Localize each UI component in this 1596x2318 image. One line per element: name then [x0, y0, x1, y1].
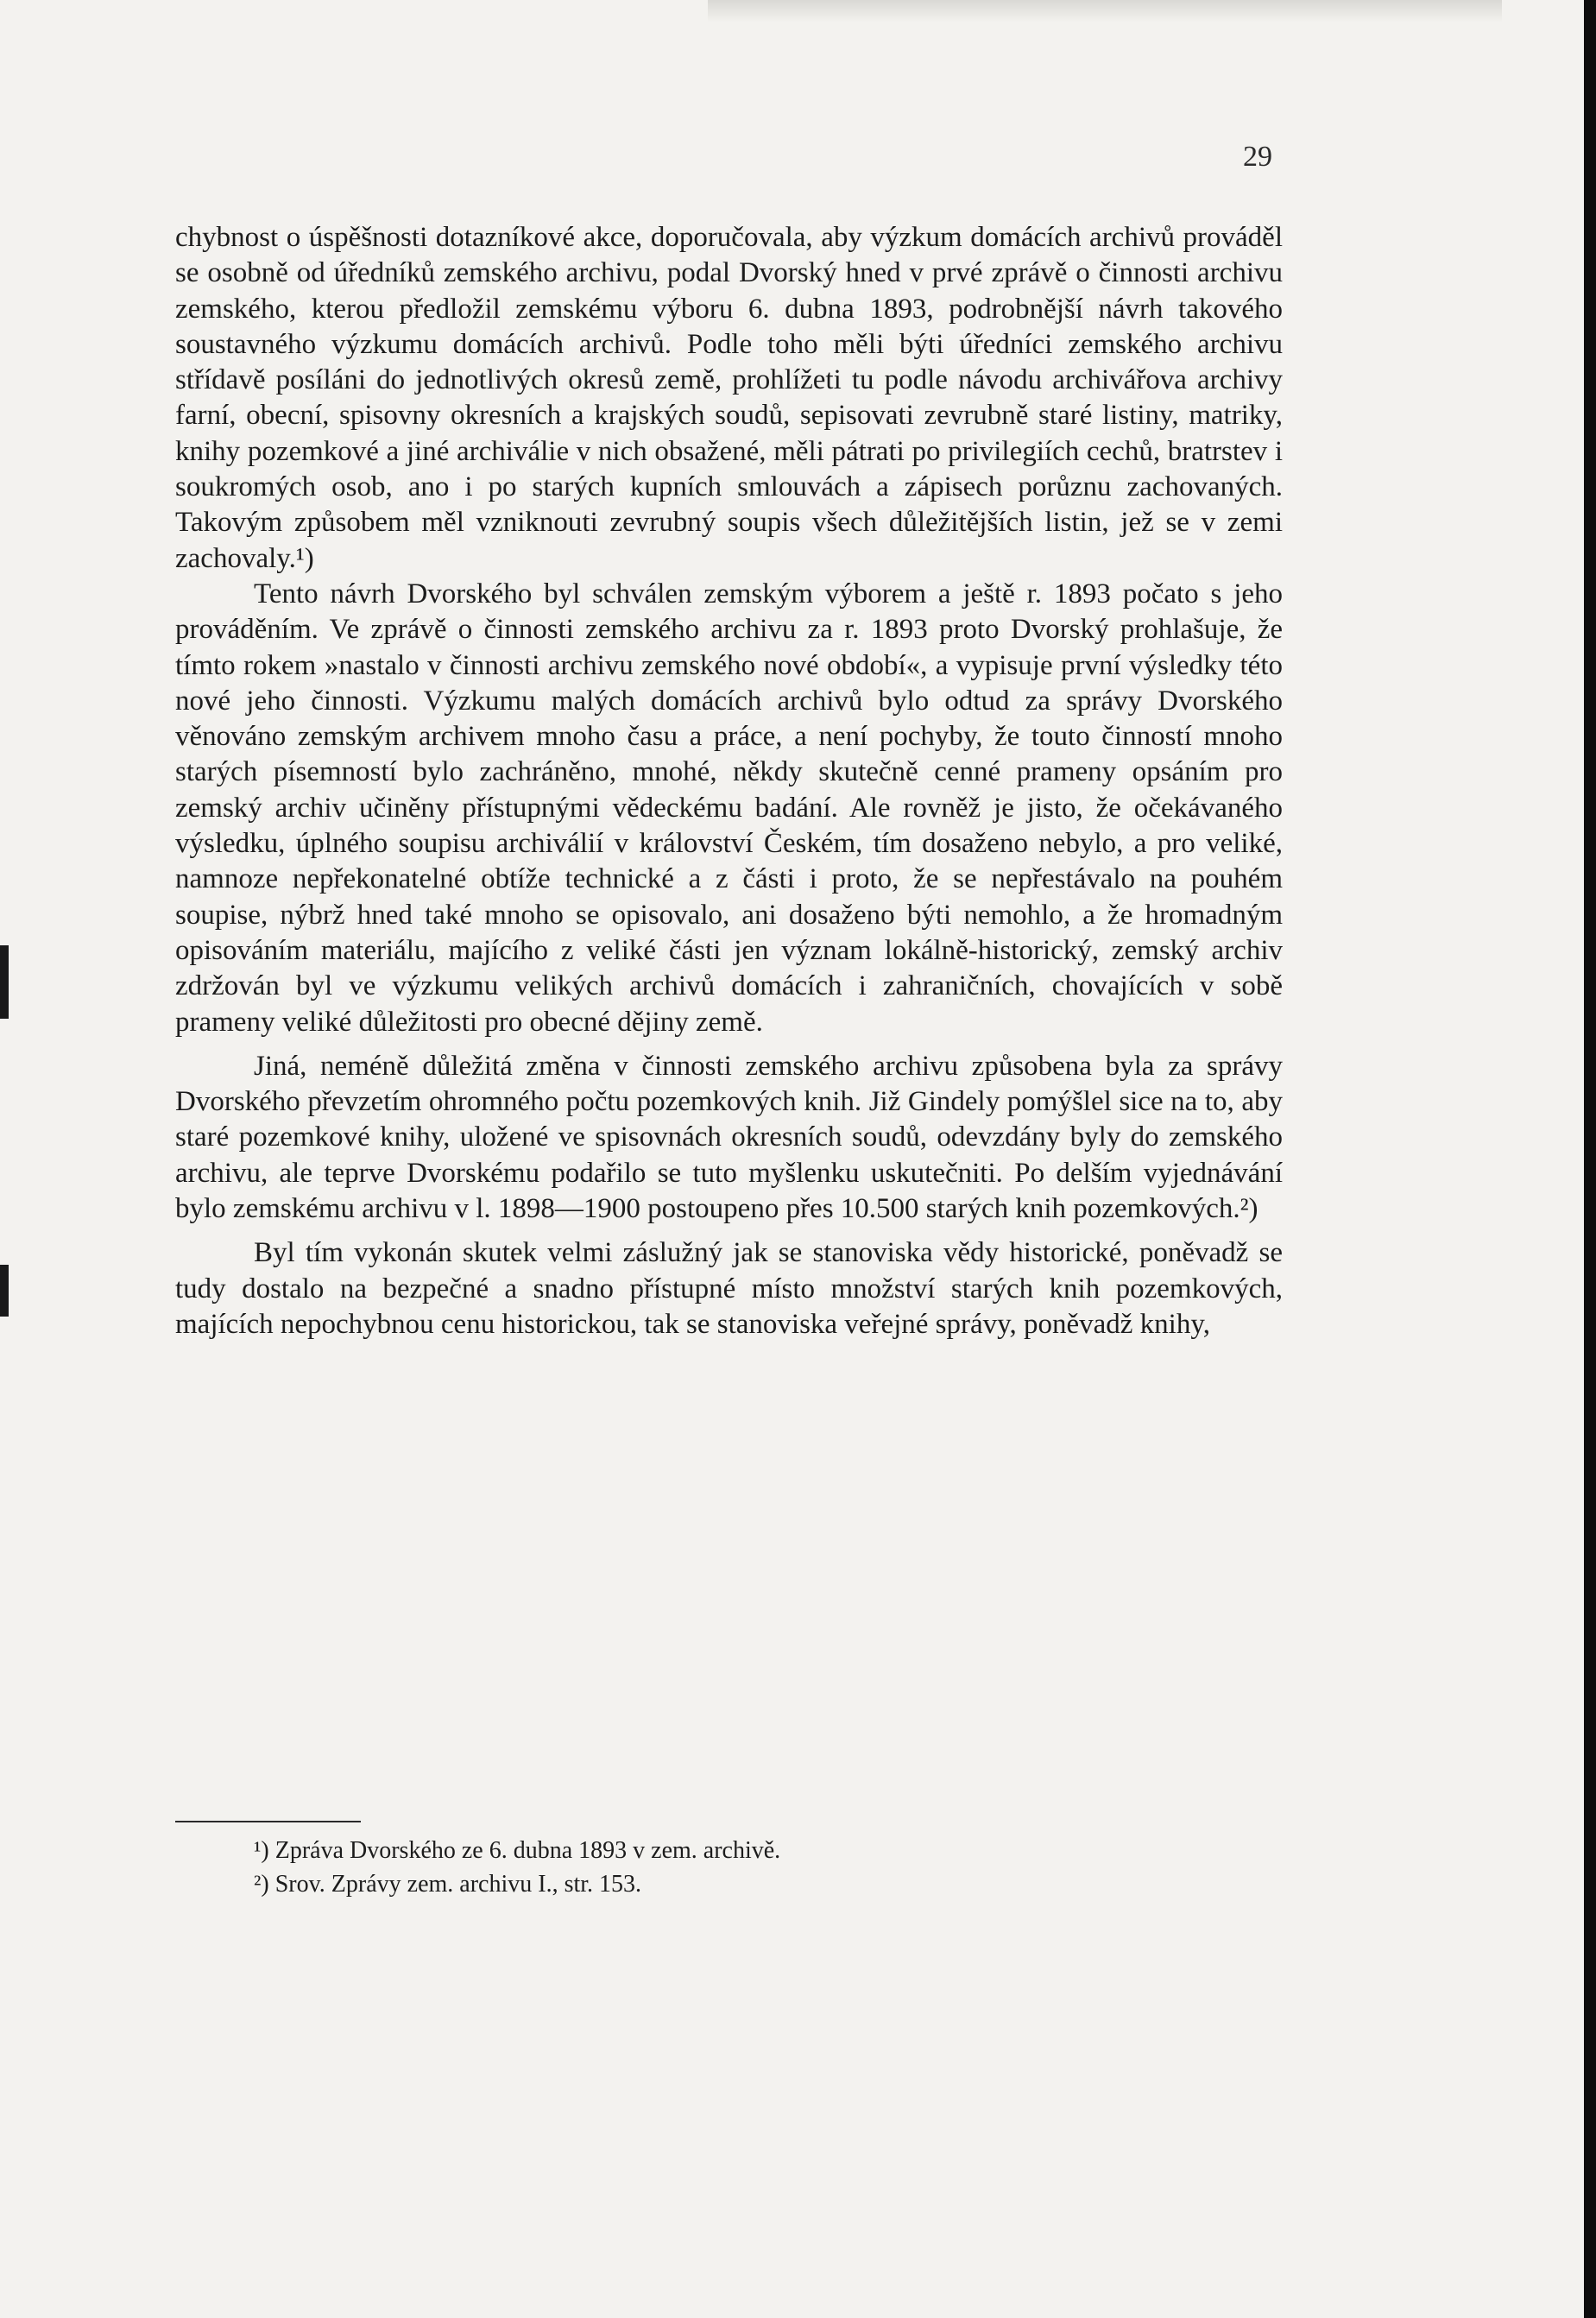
- footnotes: [254, 1834, 1203, 1901]
- footnote: ²) Srov. Zprávy zem. archivu I., str. 153.: [254, 1871, 642, 1898]
- page-number: 29: [1243, 141, 1272, 173]
- footnote-rule: [175, 1821, 361, 1822]
- paragraph: Byl tím vykonán skutek velmi záslužný jak se stanoviska vědy historické, poněvadž se tudy dostalo na bezpečné a snadno přístupné místo množství starých knih pozemkových, majících nepochybnou cenu historickou, tak se stanoviska veřejné správy, poněvadž knihy,: [175, 1237, 1283, 1340]
- paragraph: Tento návrh Dvorského byl schválen zemským výborem a ještě r. 1893 počato s jeho prováděním. Ve zprávě o činnosti zemského archivu za r. 1893 proto Dvorský prohlašuje, že tímto rokem »nastalo v činnosti archivu zemského nové období«, a vypisuje první výsledky této nové jeho činnosti. Výzkumu malých domácích archivů bylo odtud za správy Dvorského věnováno zemským archivem mnoho času a práce, a není pochyby, že touto činností mnoho starých písemností bylo zachráněno, mnohé, někdy skutečně cenné prameny opsáním pro zemský archiv učiněny přístupnými vědeckému badání. Ale rovněž je jisto, že očekávaného výsledku, úplného soupisu archiválií v království Českém, tím dosaženo nebylo, a pro veliké, namnoze nepřekonatelné obtíže technické a z části i proto, že se nepřestávalo na pouhém soupise, nýbrž hned také mnoho se opisovalo, ani dosaženo býti nemohlo, a že hromadným opisováním materiálu, majícího z veliké části jen význam lokálně-historický, zemský archiv zdržován byl ve výzkumu velikých archivů domácích i zahraničních, chovajících v sobě prameny veliké důležitosti pro obecné dějiny země.: [175, 578, 1283, 1038]
- footnote: ¹) Zpráva Dvorského ze 6. dubna 1893 v zem. archivě.: [254, 1837, 781, 1864]
- binding-mark: [0, 1265, 9, 1317]
- body-text: [175, 220, 1283, 1342]
- binding-mark: [0, 945, 9, 1019]
- paragraph: Jiná, neméně důležitá změna v činnosti zemského archivu způsobena byla za správy Dvorského převzetím ohromného počtu pozemkových knih. Již Gindely pomýšlel sice na to, aby staré pozemkové knihy, uložené ve spisovnách okresních soudů, odevzdány byly do zemského archivu, ale teprve Dvorskému podařilo se tuto myšlenku uskutečniti. Po delším vyjednávání bylo zemskému archivu v l. 1898—1900 postoupeno přes 10.500 starých knih pozemkových.²): [175, 1050, 1283, 1225]
- scan-shadow: [708, 0, 1502, 22]
- paragraph: chybnost o úspěšnosti dotazníkové akce, doporučovala, aby výzkum domácích archivů prováděl se osobně od úředníků zemského archivu, podal Dvorský hned v prvé zprávě o činnosti archivu zemského, kterou předložil zemskému výboru 6. dubna 1893, podrobnější návrh takového soustavného výzkumu domácích archivů. Podle toho měli býti úředníci zemského archivu střídavě posíláni do jednotlivých okresů země, prohlížeti tu podle návodu archivářova archivy farní, obecní, spisovny okresních a krajských soudů, sepisovati zevrubně staré listiny, matriky, knihy pozemkové a jiné archiválie v nich obsažené, měli pátrati po privilegiích cechů, bratrstev i soukromých osob, ano i po starých kupních smlouvách a zápisech porůznu zachovaných. Takovým způsobem měl vzniknouti zevrubný soupis všech důležitějších listin, jež se v zemi zachovaly.¹): [175, 222, 1283, 574]
- scan-edge: [1584, 0, 1596, 2318]
